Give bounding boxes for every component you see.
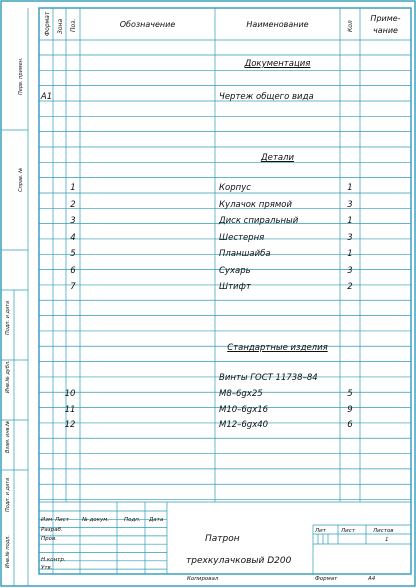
header-zone: Зона (57, 18, 64, 34)
tb-list2: Лист (341, 528, 355, 534)
side-label-sprav-no: Справ. № (18, 167, 24, 192)
part-qty: 1 (347, 249, 353, 259)
part-qty: 2 (347, 282, 353, 292)
header-pos: Поз. (70, 18, 77, 32)
part-pos: 3 (70, 216, 76, 226)
tb-lit: Лит (315, 528, 326, 534)
std-name: М12–6gx40 (219, 420, 269, 430)
outer-frame (1, 1, 415, 586)
std-pos: 12 (64, 420, 76, 430)
header-note-line2: чание (373, 26, 398, 35)
part-qty: 3 (347, 265, 353, 276)
tb-prov: Пров. (41, 536, 57, 542)
header-designation: Обозначение (119, 20, 176, 29)
tb-izm: Изм (41, 517, 53, 523)
std-qty: 6 (347, 420, 353, 430)
section-standard-items: Стандартные изделия (227, 343, 328, 353)
std-name: М10–6gx16 (219, 404, 269, 415)
tb-list: Лист (55, 517, 69, 523)
section-parts: Детали (261, 153, 294, 163)
footer-format-value: А4 (368, 576, 376, 582)
side-label-inv-dubl: Инв.№ дубл. (5, 360, 11, 393)
section-documentation: Документация (244, 59, 311, 69)
side-label-podp-data-2: Подп. и дата (5, 477, 11, 512)
part-pos: 2 (70, 199, 76, 210)
part-qty: 3 (347, 199, 353, 210)
header-qty: Кол (347, 20, 354, 32)
tb-listov-value: 1 (385, 537, 389, 543)
part-pos: 5 (70, 249, 76, 259)
std-qty: 5 (347, 389, 353, 399)
std-qty: 9 (347, 404, 353, 415)
part-name: Планшайба (219, 249, 271, 259)
std-pos: 11 (64, 404, 76, 415)
side-label-inv-podl: Инв.№ подл. (5, 535, 11, 568)
tb-podp: Подп. (124, 517, 141, 523)
part-name: Корпус (219, 183, 251, 193)
part-pos: 7 (70, 282, 76, 292)
tb-listov: Листов (373, 528, 394, 534)
part-pos: 1 (70, 183, 76, 193)
tb-utv: Утв. (41, 565, 53, 571)
side-label-vzam-inv: Взам. инв.№ (5, 420, 11, 453)
doc-name: Чертеж общего вида (219, 92, 314, 102)
header-format: Формат (44, 11, 51, 36)
tb-title-line1: Патрон (205, 534, 240, 544)
tb-razrab: Разраб. (41, 527, 63, 533)
header-name: Наименование (246, 20, 309, 29)
side-label-perv-primen: Перв. примен. (18, 57, 24, 95)
part-name: Шестерня (219, 232, 265, 243)
tb-n-kontr: Н.контр. (41, 557, 66, 563)
tb-title-line2: трехкулачковый D200 (186, 556, 292, 566)
part-name: Сухарь (219, 265, 251, 276)
footer-format-label: Формат (315, 576, 338, 582)
std-pos: 10 (64, 389, 76, 399)
part-name: Кулачок прямой (219, 199, 292, 210)
part-pos: 6 (70, 265, 76, 276)
part-pos: 4 (70, 232, 76, 243)
header-note-line1: Приме- (370, 14, 401, 23)
part-qty: 1 (347, 183, 353, 193)
part-qty: 1 (347, 216, 353, 226)
tb-data: Дата (149, 517, 164, 523)
side-label-podp-data-1: Подп. и дата (5, 300, 11, 335)
part-name: Диск спиральный (219, 216, 299, 226)
standard-group-name: Винты ГОСТ 11738–84 (219, 373, 318, 383)
doc-format: А1 (40, 92, 53, 102)
part-name: Штифт (219, 282, 251, 292)
tb-doc-no: № докум. (82, 517, 110, 523)
footer-copied: Копировал (187, 576, 219, 582)
std-name: М8–6gx25 (219, 389, 263, 399)
part-qty: 3 (347, 232, 353, 243)
